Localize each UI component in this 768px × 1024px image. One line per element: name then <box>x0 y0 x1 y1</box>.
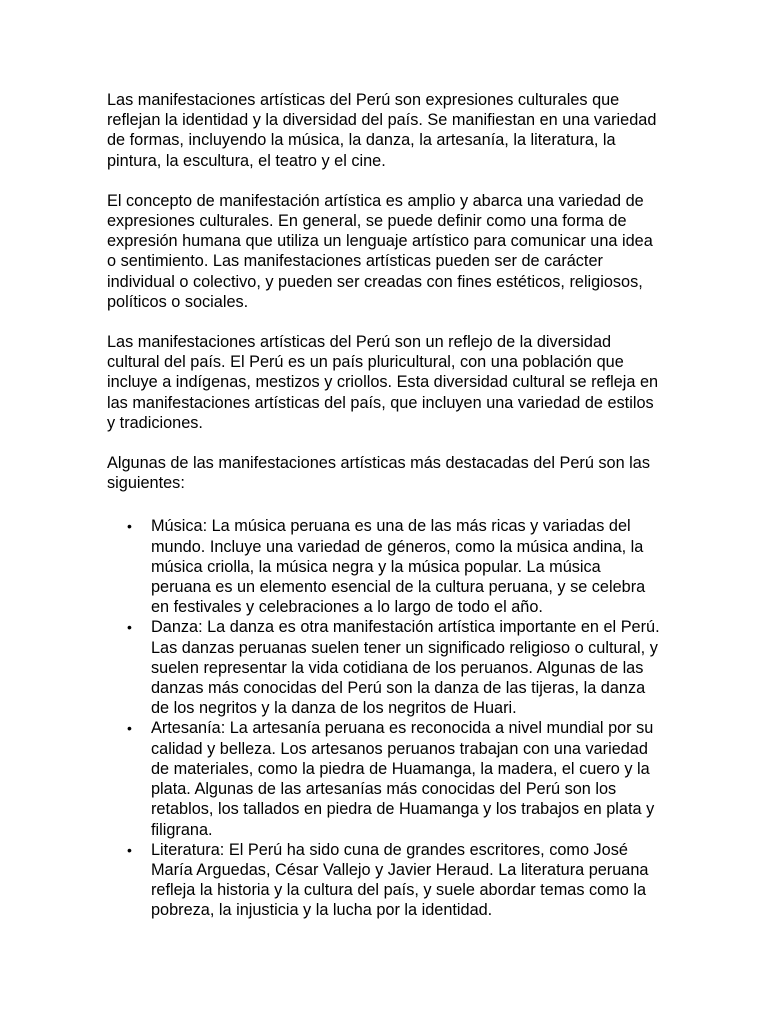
list-item-musica <box>107 516 662 617</box>
document-page <box>107 90 662 921</box>
bullet-icon: • <box>127 841 132 858</box>
bullet-icon: • <box>127 619 132 636</box>
manifestations-list <box>107 516 662 920</box>
paragraph-list-intro: Algunas de las manifestaciones artísticas más destacadas del Perú son las siguientes: <box>107 454 650 493</box>
bullet-icon: • <box>127 720 132 737</box>
list-spacer <box>107 493 662 516</box>
paragraph-concept: El concepto de manifestación artística es amplio y abarca una variedad de expresiones culturales. En general, se puede definir como una forma de expresión humana que utiliza un lenguaje artístico para comunicar una idea o sentimiento. Las manifestaciones artísticas pueden ser de carácter individual o colectivo, y pueden ser creadas con fines estéticos, religiosos, políticos o sociales. <box>107 191 653 311</box>
list-item-text: Danza: La danza es otra manifestación artística importante en el Perú. Las danzas peruanas suelen tener un significado religioso o cultural, y suelen representar la vida cotidiana de los peruanos. Algunas de las danzas más conocidas del Perú son la danza de las tijeras, la danza de los negritos y la danza de los negritos de Huari. <box>151 618 660 718</box>
bullet-icon: • <box>127 518 132 535</box>
paragraph-intro: Las manifestaciones artísticas del Perú son expresiones culturales que reflejan la identidad y la diversidad del país. Se manifiestan en una variedad de formas, incluyendo la música, la danza, la artesanía, la literatura, la pintura, la escultura, el teatro y el cine. <box>107 91 657 170</box>
list-item-text: Artesanía: La artesanía peruana es reconocida a nivel mundial por su calidad y belleza. Los artesanos peruanos trabajan con una variedad de materiales, como la piedra de Huamanga, la madera, el cuero y la plata. Algunas de las artesanías más conocidas del Perú son los retablos, los tallados en piedra de Huamanga y los trabajos en plata y filigrana. <box>151 719 655 839</box>
list-item-artesania <box>107 718 662 839</box>
list-item-text: Música: La música peruana es una de las más ricas y variadas del mundo. Incluye una variedad de géneros, como la música andina, la música criolla, la música negra y la música popular. La música peruana es un elemento esencial de la cultura peruana, y se celebra en festivales y celebraciones a lo largo de todo el año. <box>151 517 646 617</box>
list-item-literatura <box>107 840 662 921</box>
paragraph-diversity: Las manifestaciones artísticas del Perú son un reflejo de la diversidad cultural del país. El Perú es un país pluricultural, con una población que incluye a indígenas, mestizos y criollos. Esta diversidad cultural se refleja en las manifestaciones artísticas del país, que incluyen una variedad de estilos y tradiciones. <box>107 333 659 432</box>
list-item-text: Literatura: El Perú ha sido cuna de grandes escritores, como José María Arguedas, César Vallejo y Javier Heraud. La literatura peruana refleja la historia y la cultura del país, y suele abordar temas como la pobreza, la injusticia y la lucha por la identidad. <box>151 840 649 920</box>
list-item-danza <box>107 617 662 718</box>
